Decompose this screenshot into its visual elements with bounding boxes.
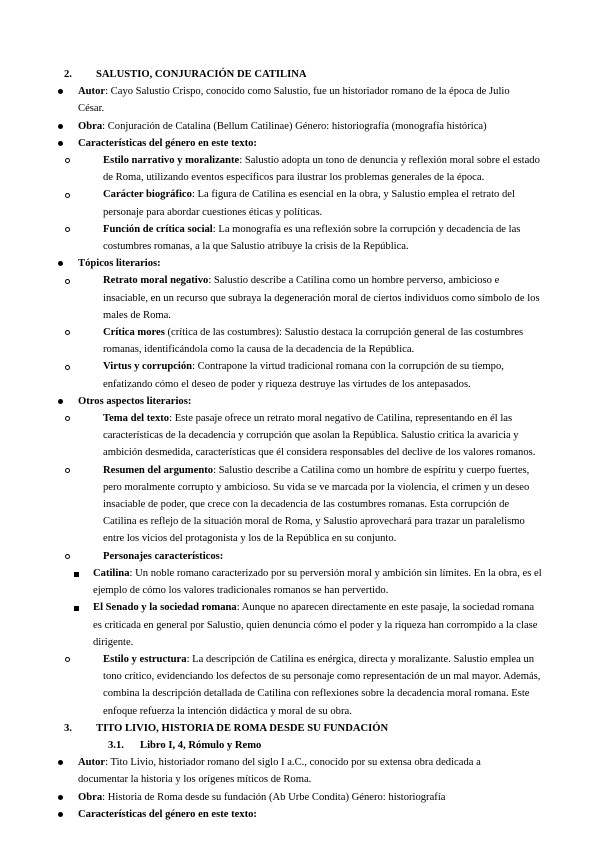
square-bullet-icon xyxy=(74,565,79,582)
otros-item xyxy=(0,393,600,410)
bullet-icon xyxy=(58,754,63,771)
personaje-item xyxy=(0,599,600,651)
autor-item xyxy=(0,754,600,788)
item-text: : Aunque no aparecen directamente en este pasaje, la sociedad romana es criticada en general por Salustio, quien denuncia cómo el poder y la riqueza han corrompido a la clase dirigente. xyxy=(93,602,538,648)
ring-bullet-icon xyxy=(65,548,70,565)
personaje-item xyxy=(0,565,600,599)
bullet-icon xyxy=(58,135,63,152)
ring-bullet-icon xyxy=(65,324,70,341)
caracteristicas-item xyxy=(0,806,600,823)
item-text: : La figura de Catilina es esencial en la obra, y Salustio emplea el retrato del personaje para abordar cuestiones éticas y políticas. xyxy=(103,189,515,218)
autor-text: : Cayo Salustio Crispo, conocido como Salustio, fue un historiador romano de la época de Julio César. xyxy=(78,86,510,115)
obra-text: : Historia de Roma desde su fundación (Ab Urbe Condita) Género: historiografía xyxy=(102,791,446,803)
ring-bullet-icon xyxy=(65,462,70,479)
caracteristica-item xyxy=(0,152,600,186)
item-label: Estilo narrativo y moralizante xyxy=(103,155,240,167)
resumen-item xyxy=(0,462,600,548)
section-2-title: SALUSTIO, CONJURACIÓN DE CATILINA xyxy=(96,69,307,80)
personajes-item xyxy=(0,548,600,565)
ring-bullet-icon xyxy=(65,272,70,289)
obra-item xyxy=(0,789,600,806)
item-text: : Salustio describe a Catilina como un hombre perverso, ambicioso e insaciable, en un recurso que subraya la degeneración moral de ciertos individuos como símbolo de los males de Roma. xyxy=(103,275,540,321)
tema-label: Tema del texto xyxy=(103,413,170,425)
caracteristicas-label: Características del género en este texto: xyxy=(78,137,257,149)
topico-item xyxy=(0,324,600,358)
item-label: Carácter biográfico xyxy=(103,189,192,201)
section-3-number: 3. xyxy=(64,722,72,734)
personajes-label: Personajes característicos: xyxy=(103,550,224,562)
ring-bullet-icon xyxy=(65,152,70,169)
ring-bullet-icon xyxy=(65,358,70,375)
estilo-text: : La descripción de Catilina es enérgica, directa y moralizante. Salustio emplea un tono crítico, evidenciando los defectos de su personaje como representación de un mal mayor. Además, combina la descripción detallada de Catilina con reflexiones sobre la decadencia moral romana. Este enfoque refuerza la intención didáctica y moral de su obra. xyxy=(103,653,541,717)
topicos-label: Tópicos literarios: xyxy=(78,258,161,270)
resumen-text: : Salustio describe a Catilina como un hombre de espíritu y cuerpo fuertes, pero moralmente corrupto y ambicioso. Su vida se ve marcada por la violencia, el crimen y un deseo insaciable de poder, que crece con la decadencia de las costumbres romanas. Esta corrupción de Catilina es reflejo de la situación moral de Roma, y Salustio aprovechará para trazar un paralelismo entre los vicios del protagonista y los de la República en su conjunto. xyxy=(103,464,530,545)
item-text: : La monografía es una reflexión sobre la corrupción y decadencia de las costumbres romanas, a la que Salustio atribuye la crisis de la República. xyxy=(103,223,521,253)
obra-item xyxy=(0,118,600,135)
otros-label: Otros aspectos literarios: xyxy=(78,395,192,407)
autor-label: Autor xyxy=(78,757,106,769)
tema-item xyxy=(0,410,600,462)
section-2-heading xyxy=(0,66,600,83)
bullet-icon xyxy=(58,118,63,135)
caracteristicas-item xyxy=(0,135,600,152)
item-label: Virtus y corrupción xyxy=(103,361,193,373)
item-text: (crítica de las costumbres): Salustio destaca la corrupción general de las costumbres romanas, identificándola como la causa de la decadencia de la República. xyxy=(103,327,524,356)
ring-bullet-icon xyxy=(65,410,70,427)
item-text: : Salustio adopta un tono de denuncia y reflexión moral sobre el estado de Roma, utilizando eventos específicos para ilustrar los problemas generales de la época. xyxy=(103,155,540,184)
document-page xyxy=(0,66,600,823)
item-label: Crítica mores xyxy=(103,327,165,339)
tema-text: : Este pasaje ofrece un retrato moral negativo de Catilina, representando en él las características de la decadencia y corrupción que asolan la República. Salustio critica la avaricia y ambición desmedida, características que él considera responsables del declive de los valores romanos. xyxy=(103,413,536,459)
item-label: Catilina xyxy=(93,567,130,579)
section-3-heading xyxy=(0,720,600,737)
ring-bullet-icon xyxy=(65,186,70,203)
item-label: Retrato moral negativo xyxy=(103,275,209,287)
subsection-heading xyxy=(0,737,600,754)
autor-label: Autor xyxy=(78,86,106,98)
subsection-title: Libro I, 4, Rómulo y Remo xyxy=(140,739,262,751)
autor-item xyxy=(0,83,600,117)
topicos-item xyxy=(0,255,600,272)
obra-label: Obra xyxy=(78,120,103,132)
caracteristicas-label: Características del género en este texto: xyxy=(78,808,257,820)
item-label: Función de crítica social xyxy=(103,223,213,235)
estilo-label: Estilo y estructura xyxy=(103,653,187,665)
ring-bullet-icon xyxy=(65,221,70,238)
bullet-icon xyxy=(58,789,63,806)
square-bullet-icon xyxy=(74,599,79,616)
section-3-title: TITO LIVIO, HISTORIA DE ROMA DESDE SU FUNDACIÓN xyxy=(96,722,389,734)
topico-item xyxy=(0,272,600,324)
ring-bullet-icon xyxy=(65,651,70,668)
subsection-number: 3.1. xyxy=(108,739,124,751)
section-2-number: 2. xyxy=(64,69,72,80)
bullet-icon xyxy=(58,255,63,272)
bullet-icon xyxy=(58,393,63,410)
caracteristica-item xyxy=(0,221,600,255)
item-text: : Contrapone la virtud tradicional romana con la corrupción de su tiempo, enfatizando cómo el deseo de poder y riqueza destruye las virtudes de los antepasados. xyxy=(103,361,504,390)
obra-label: Obra xyxy=(78,791,103,803)
autor-text: : Tito Livio, historiador romano del siglo I a.C., conocido por su extensa obra dedicada a documentar la historia y los orígenes míticos de Roma. xyxy=(78,757,481,786)
topico-item xyxy=(0,358,600,392)
bullet-icon xyxy=(58,806,63,823)
item-text: : Un noble romano caracterizado por su perversión moral y ambición sin límites. En la obra, es el ejemplo de cómo los valores tradicionales romanos se han pervertido. xyxy=(93,567,542,597)
caracteristica-item xyxy=(0,186,600,220)
bullet-icon xyxy=(58,83,63,100)
item-label: El Senado y la sociedad romana xyxy=(93,602,237,614)
resumen-label: Resumen del argumento xyxy=(103,464,214,476)
obra-text: : Conjuración de Catalina (Bellum Catilinae) Género: historiografía (monografía histórica) xyxy=(102,120,487,132)
estilo-item xyxy=(0,651,600,720)
